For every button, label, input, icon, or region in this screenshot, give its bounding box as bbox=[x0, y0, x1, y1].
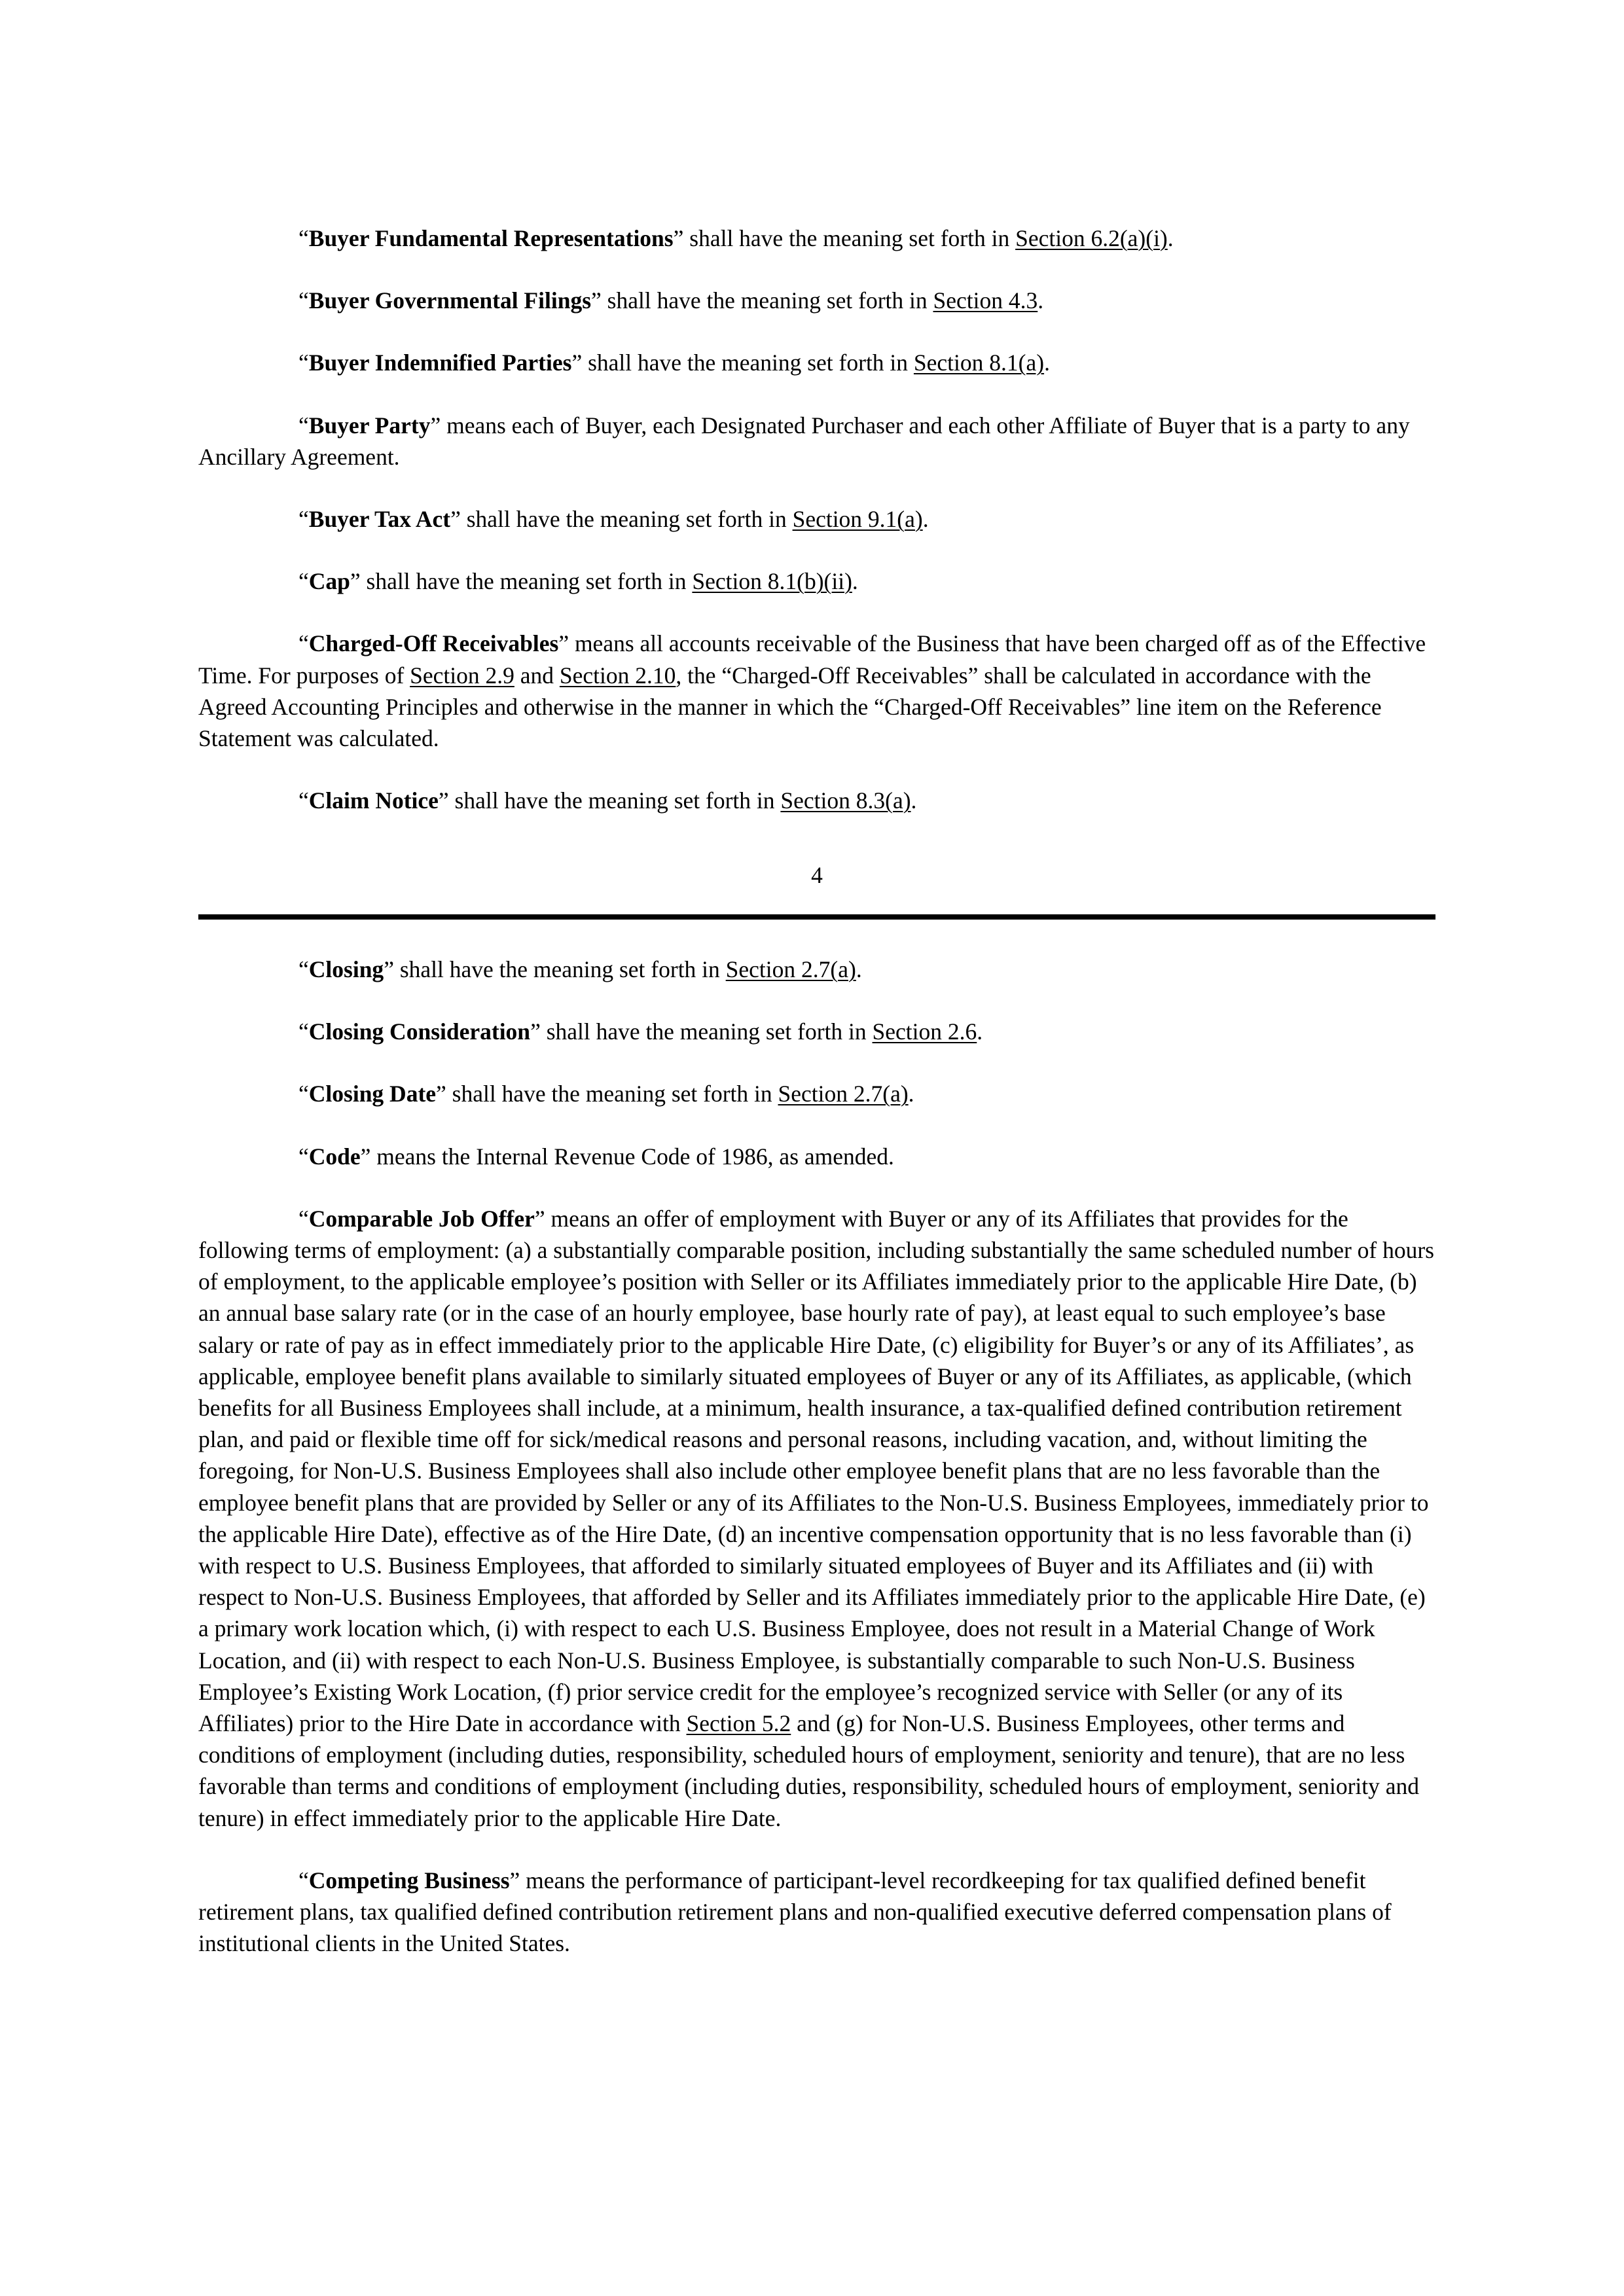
defined-term: Closing Consideration bbox=[308, 1018, 531, 1045]
page-number: 4 bbox=[811, 862, 823, 888]
definition-text: ” means the Internal Revenue Code of 1986, as amended. bbox=[360, 1143, 894, 1170]
definition-text: . bbox=[922, 506, 929, 533]
defined-term: Buyer Party bbox=[308, 412, 431, 439]
section-reference-link[interactable]: Section 2.6 bbox=[872, 1018, 977, 1045]
definition-buyer-indemnified-parties bbox=[198, 347, 1435, 378]
open-quote: “ bbox=[298, 1018, 309, 1045]
definition-text: ” shall have the meaning set forth in bbox=[571, 350, 914, 376]
definition-text: ” shall have the meaning set forth in bbox=[384, 956, 726, 982]
section-reference-link[interactable]: Section 2.7(a) bbox=[778, 1081, 909, 1107]
definition-text: ” means an offer of employment with Buyer or any of its Affiliates that provides for the following terms of employment: (a) a substantially comparable position, including substantially the same scheduled number of hours of employment, to the applicable employee’s position with Seller or its Affiliates immediately prior to the applicable Hire Date, (b) an annual base salary rate (or in the case of an hourly employee, base hourly rate of pay), at least equal to such employee’s base salary or rate of pay as in effect immediately prior to the applicable Hire Date, (c) eligibility for Buyer’s or any of its Affiliates’, as applicable, employee benefit plans available to similarly situated employees of Buyer or any of its Affiliates, as applicable, (which benefits for all Business Employees shall include, at a minimum, health insurance, a tax-qualified defined contribution retirement plan, and paid or flexible time off for sick/medical reasons and personal reasons, including vacation, and, without limiting the foregoing, for Non-U.S. Business Employees shall also include other employee benefit plans that are no less favorable than the employee benefit plans that are provided by Seller or any of its Affiliates to the Non-U.S. Business Employees, immediately prior to the applicable Hire Date), effective as of the Hire Date, (d) an incentive compensation opportunity that is no less favorable than (i) with respect to U.S. Business Employees, that afforded to similarly situated employees of Buyer and its Affiliates and (ii) with respect to Non-U.S. Business Employees, that afforded by Seller and its Affiliates immediately prior to the applicable Hire Date, (e) a primary work location which, (i) with respect to each U.S. Business Employee, does not result in a Material Change of Work Location, and (ii) with respect to each Non-U.S. Business Employee, is substantially comparable to such Non-U.S. Business Employee’s Existing Work Location, (f) prior service credit for the employee’s recognized service with Seller (or any of its Affiliates) prior to the Hire Date in accordance with bbox=[198, 1205, 1435, 1737]
definition-text: ” shall have the meaning set forth in bbox=[591, 287, 933, 314]
defined-term: Closing Date bbox=[308, 1081, 437, 1107]
defined-term: Competing Business bbox=[308, 1867, 510, 1893]
definition-closing-date bbox=[198, 1078, 1435, 1109]
section-reference-link[interactable]: Section 8.1(b)(ii) bbox=[692, 568, 852, 595]
defined-term: Buyer Indemnified Parties bbox=[308, 350, 572, 376]
open-quote: “ bbox=[298, 350, 309, 376]
page-top-definitions bbox=[198, 223, 1435, 847]
definition-buyer-governmental-filings bbox=[198, 285, 1435, 316]
open-quote: “ bbox=[298, 287, 309, 314]
defined-term: Claim Notice bbox=[308, 787, 439, 814]
defined-term: Buyer Tax Act bbox=[308, 506, 451, 533]
definition-text: ” means all accounts receivable of the Business that have been charged off as of the Effective Time. For purposes of bbox=[198, 630, 1426, 689]
definition-text: ” shall have the meaning set forth in bbox=[350, 568, 693, 595]
section-reference-link[interactable]: Section 8.1(a) bbox=[913, 350, 1045, 376]
definition-text: . bbox=[977, 1018, 983, 1045]
open-quote: “ bbox=[298, 1143, 309, 1170]
defined-term: Cap bbox=[308, 568, 350, 595]
definition-text: . bbox=[852, 568, 858, 595]
open-quote: “ bbox=[298, 1205, 309, 1232]
open-quote: “ bbox=[298, 956, 309, 982]
open-quote: “ bbox=[298, 568, 309, 595]
definition-text: and (g) for Non-U.S. Business Employees, other terms and conditions of employment (including duties, responsibility, scheduled hours of employment, seniority and tenure), that are no less favorable than terms and conditions of employment (including duties, responsibility, scheduled hours of employment, seniority and tenure) in effect immediately prior to the applicable Hire Date. bbox=[198, 1710, 1420, 1831]
definition-text: ” shall have the meaning set forth in bbox=[450, 506, 793, 533]
defined-term: Charged-Off Receivables bbox=[308, 630, 559, 657]
definition-text: , the “Charged-Off Receivables” shall be calculated in accordance with the Agreed Accounting Principles and otherwise in the manner in which the “Charged-Off Receivables” line item on the Reference Statement was calculated. bbox=[198, 662, 1382, 752]
open-quote: “ bbox=[298, 787, 309, 814]
open-quote: “ bbox=[298, 1867, 309, 1893]
open-quote: “ bbox=[298, 1081, 309, 1107]
definition-buyer-party bbox=[198, 410, 1435, 473]
definition-text: . bbox=[908, 1081, 914, 1107]
definition-buyer-tax-act bbox=[198, 503, 1435, 535]
definition-cap bbox=[198, 565, 1435, 597]
definition-competing-business bbox=[198, 1865, 1435, 1960]
definition-closing-consideration bbox=[198, 1016, 1435, 1047]
section-reference-link[interactable]: Section 6.2(a)(i) bbox=[1015, 225, 1168, 251]
definition-text: ” shall have the meaning set forth in bbox=[436, 1081, 778, 1107]
definition-comparable-job-offer bbox=[198, 1203, 1435, 1834]
section-reference-link[interactable]: Section 5.2 bbox=[686, 1710, 791, 1737]
definition-text: ” shall have the meaning set forth in bbox=[673, 225, 1016, 251]
defined-term: Buyer Fundamental Representations bbox=[308, 225, 674, 251]
definition-buyer-fundamental-representations bbox=[198, 223, 1435, 254]
definition-text: ” means each of Buyer, each Designated Purchaser and each other Affiliate of Buyer that is a party to any Ancillary Agreement. bbox=[198, 412, 1410, 470]
section-reference-link[interactable]: Section 9.1(a) bbox=[792, 506, 923, 533]
definition-text: . bbox=[1044, 350, 1050, 376]
defined-term: Comparable Job Offer bbox=[308, 1205, 535, 1232]
defined-term: Closing bbox=[308, 956, 384, 982]
definition-claim-notice bbox=[198, 785, 1435, 816]
defined-term: Code bbox=[308, 1143, 361, 1170]
definition-text: . bbox=[1167, 225, 1174, 251]
open-quote: “ bbox=[298, 225, 309, 251]
definition-text: . bbox=[1038, 287, 1044, 314]
open-quote: “ bbox=[298, 630, 309, 657]
definition-text: ” shall have the meaning set forth in bbox=[530, 1018, 873, 1045]
definition-charged-off-receivables bbox=[198, 628, 1435, 754]
definition-code bbox=[198, 1141, 1435, 1172]
page-bottom-definitions bbox=[198, 954, 1435, 1990]
section-reference-link[interactable]: Section 2.10 bbox=[559, 662, 676, 689]
section-reference-link[interactable]: Section 2.7(a) bbox=[725, 956, 856, 982]
page-break-divider bbox=[198, 914, 1435, 920]
definition-text: ” shall have the meaning set forth in bbox=[438, 787, 781, 814]
definition-closing bbox=[198, 954, 1435, 985]
definition-text: and bbox=[514, 662, 560, 689]
section-reference-link[interactable]: Section 8.3(a) bbox=[780, 787, 911, 814]
open-quote: “ bbox=[298, 412, 309, 439]
definition-text: ” means the performance of participant-level recordkeeping for tax qualified defined benefit retirement plans, tax qualified defined contribution retirement plans and non-qualified executive deferred compensation plans of institutional clients in the United States. bbox=[198, 1867, 1392, 1957]
section-reference-link[interactable]: Section 4.3 bbox=[933, 287, 1038, 314]
definition-text: . bbox=[911, 787, 917, 814]
definition-text: . bbox=[856, 956, 862, 982]
open-quote: “ bbox=[298, 506, 309, 533]
section-reference-link[interactable]: Section 2.9 bbox=[410, 662, 514, 689]
defined-term: Buyer Governmental Filings bbox=[308, 287, 592, 314]
